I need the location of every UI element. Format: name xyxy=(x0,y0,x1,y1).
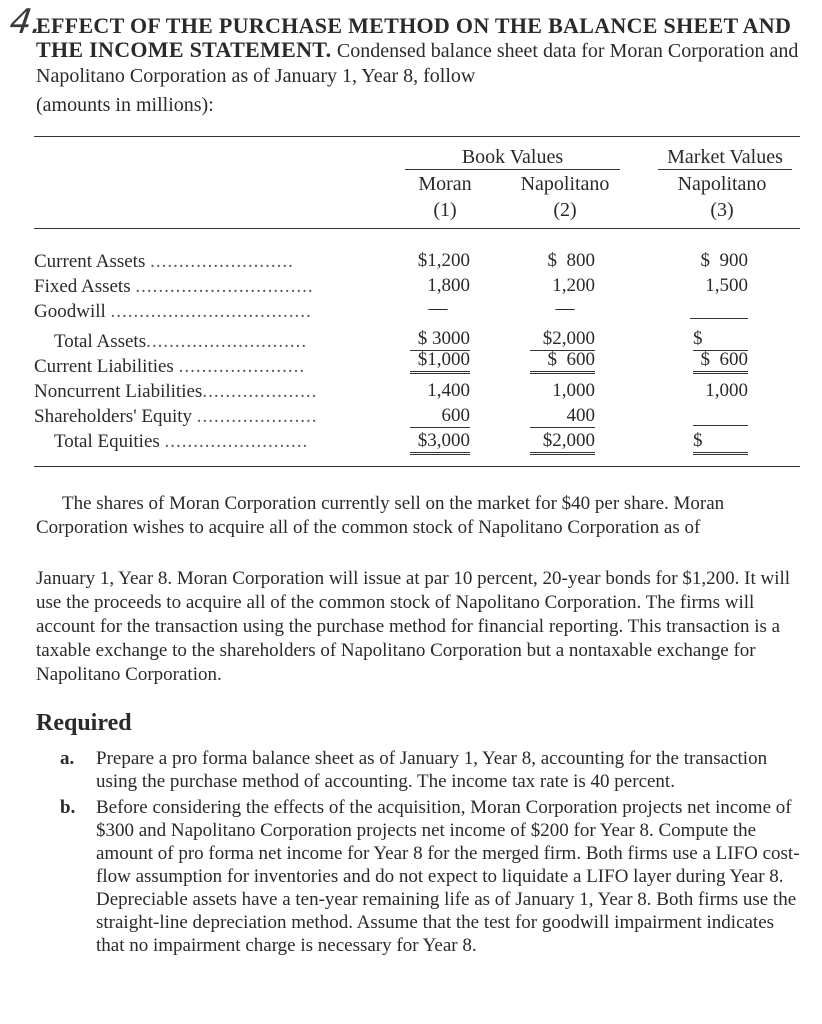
required-item-b xyxy=(60,796,806,957)
table-bottom-rule xyxy=(34,466,800,467)
required-heading: Required xyxy=(36,710,132,736)
cell-noncurrent-liabilities-napolitano: 1,000 xyxy=(552,380,595,401)
cell-goodwill-market xyxy=(690,300,748,319)
row-label-shareholders-equity: Shareholders' Equity ..................... xyxy=(34,406,318,427)
row-label-current-assets: Current Assets ......................... xyxy=(34,251,294,272)
row-label-goodwill: Goodwill ................................... xyxy=(34,301,312,322)
paragraph-transaction: January 1, Year 8. Moran Corporation will issue at par 10 percent, 20-year bonds for $1,200. It will use the proceeds to acquire all of the common stock of Napolitano Corporation. The firms will account for the transaction using the purchase method for financial reporting. This transaction is a taxable exchange to the shareholders of Napolitano Corporation but a nontaxable exchange for Napolitano Corporation. xyxy=(36,568,791,685)
cell-goodwill-moran: — xyxy=(428,298,448,319)
cell-noncurrent-liabilities-moran: 1,400 xyxy=(427,380,470,401)
cell-fixed-assets-napolitano: 1,200 xyxy=(552,275,595,296)
problem-title: EFFECT OF THE PURCHASE METHOD ON THE BALANCE SHEET AND THE INCOME STATEMENT. xyxy=(36,13,792,62)
row-label-total-assets: Total Assets............................ xyxy=(54,331,308,352)
row-label-noncurrent-liabilities: Noncurrent Liabilities.................... xyxy=(34,381,318,402)
row-label-current-liabilities: Current Liabilities ...................... xyxy=(34,356,306,377)
item-marker-a: a. xyxy=(60,748,75,769)
header-col-1: (1) xyxy=(433,199,457,221)
header-col-2: (2) xyxy=(553,199,577,221)
cell-total-assets-moran: $ 3000 xyxy=(410,328,470,351)
cell-current-assets-market: $ 900 xyxy=(700,250,748,271)
table-top-rule xyxy=(34,136,800,137)
intro-text: Condensed balance sheet data for Moran Corporation and Napolitano Corporation as of January 1, Year 8, follow xyxy=(36,40,799,87)
intro-text-units: (amounts in millions): xyxy=(36,94,214,116)
cell-current-liabilities-market: $ 600 xyxy=(693,349,748,374)
header-napolitano-book: Napolitano xyxy=(520,173,610,195)
header-market-values: Market Values xyxy=(658,146,792,170)
cell-goodwill-napolitano: — xyxy=(555,298,575,319)
cell-shareholders-equity-market xyxy=(693,405,748,426)
cell-current-assets-moran: $1,200 xyxy=(417,250,470,271)
cell-noncurrent-liabilities-market: 1,000 xyxy=(705,380,748,401)
cell-current-assets-napolitano: $ 800 xyxy=(547,250,595,271)
problem-heading xyxy=(36,14,806,88)
cell-total-assets-market: $ xyxy=(693,328,748,351)
header-book-values: Book Values xyxy=(405,146,620,170)
cell-total-equities-moran: $3,000 xyxy=(410,430,470,455)
cell-total-assets-napolitano: $2,000 xyxy=(530,328,595,351)
required-item-a xyxy=(60,747,806,793)
cell-shareholders-equity-napolitano: 400 xyxy=(530,405,595,428)
cell-current-liabilities-napolitano: $ 600 xyxy=(530,349,595,374)
item-text-b: Before considering the effects of the acquisition, Moran Corporation projects net income of $300 and Napolitano Corporation projects net income of $200 for Year 8. Compute the amount of pro forma net income for Year 8 for the merged firm. Both firms use a LIFO cost-flow assumption for inventories and do not expect to liquidate a LIFO layer during Year 8. Depreciable assets have a ten-year remaining life as of January 1, Year 8. Both firms use the straight-line depreciation method. Assume that the test for goodwill impairment indicates that no impairment charge is necessary for Year 8. xyxy=(96,797,800,956)
paragraph-share-price: The shares of Moran Corporation currently sell on the market for $40 per share. Moran Corporation wishes to acquire all of the common stock of Napolitano Corporation as of xyxy=(36,493,725,538)
problem-number: 4. xyxy=(7,2,46,42)
cell-total-equities-napolitano: $2,000 xyxy=(530,430,595,455)
header-col-3: (3) xyxy=(710,199,734,221)
table-header-rule xyxy=(34,228,800,229)
header-napolitano-market: Napolitano xyxy=(677,173,767,195)
cell-total-equities-market: $ xyxy=(693,430,748,455)
cell-shareholders-equity-moran: 600 xyxy=(410,405,470,428)
header-moran: Moran xyxy=(418,173,472,195)
item-marker-b: b. xyxy=(60,797,76,818)
cell-current-liabilities-moran: $1,000 xyxy=(410,349,470,374)
item-text-a: Prepare a pro forma balance sheet as of January 1, Year 8, accounting for the transaction using the purchase method of accounting. The income tax rate is 40 percent. xyxy=(96,748,768,792)
row-label-fixed-assets: Fixed Assets ............................... xyxy=(34,276,314,297)
cell-fixed-assets-market: 1,500 xyxy=(705,275,748,296)
cell-fixed-assets-moran: 1,800 xyxy=(427,275,470,296)
row-label-total-equities: Total Equities ......................... xyxy=(54,431,309,452)
